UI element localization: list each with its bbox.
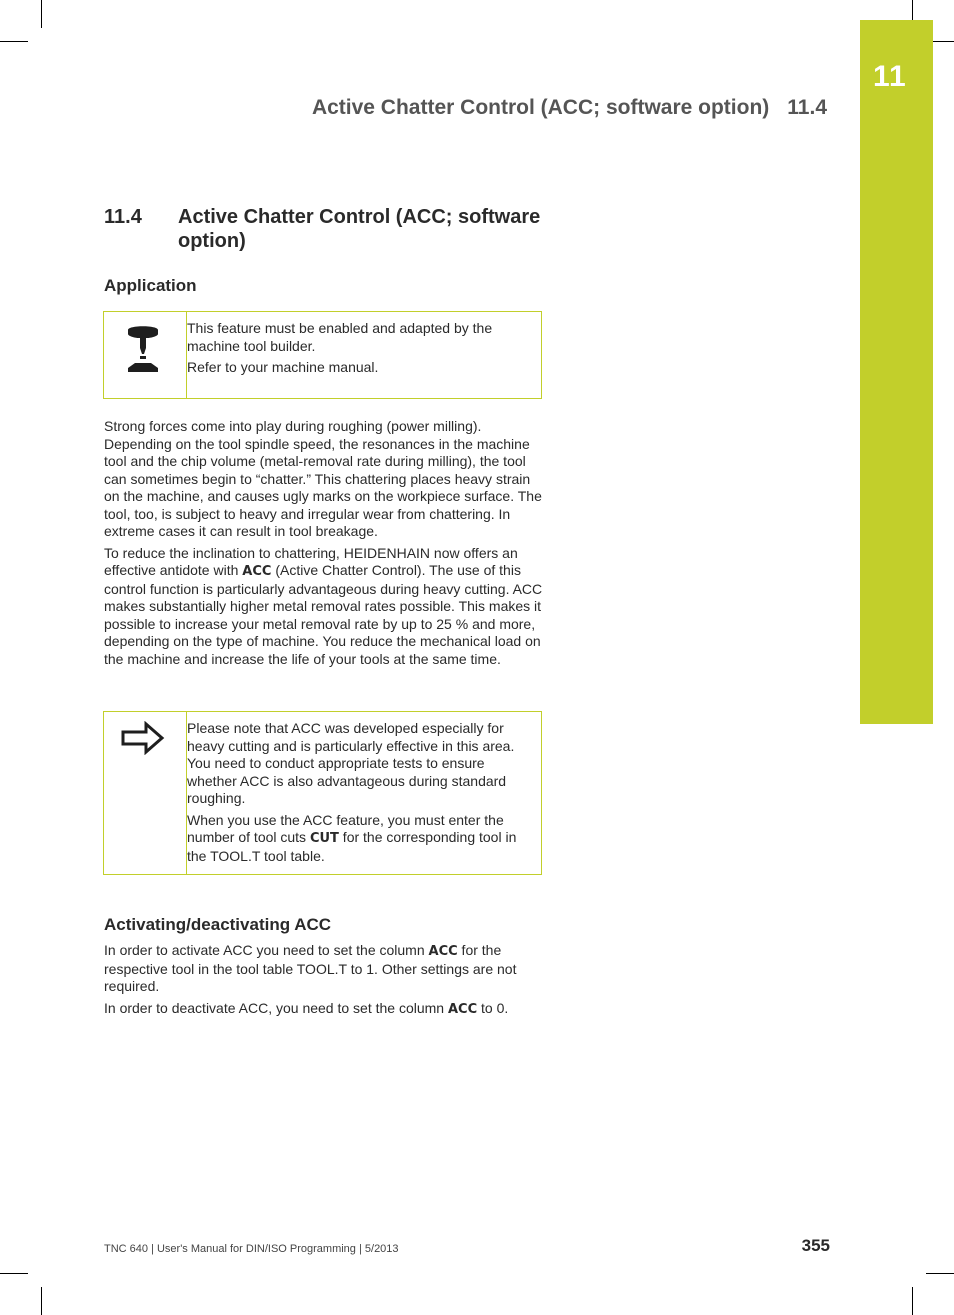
- activating-heading: Activating/deactivating ACC: [104, 915, 332, 934]
- crop-mark: [0, 1273, 28, 1274]
- text-run: When you use the ACC feature, you must enter the number of tool cuts: [187, 811, 504, 845]
- text-run: In order to activate ACC you need to set the column: [104, 942, 429, 958]
- crop-mark: [41, 0, 42, 28]
- tip-note-box: [103, 711, 542, 875]
- crop-mark: [912, 1287, 913, 1315]
- text-run: (Active Chatter Control). The use of this control function is particularly advantageous during heavy cutting. ACC makes substantially higher metal removal rates possible. This makes it possible to increase your metal removal rate by up to 25 % and more, depending on the type of machine. You reduce the mechanical load on the machine and increase the life of your tools at the same time.: [104, 562, 543, 667]
- section-number: 11.4: [104, 206, 142, 228]
- keyword: ACC: [447, 1001, 478, 1017]
- text-run: to 0.: [477, 999, 509, 1016]
- keyword: ACC: [242, 564, 272, 579]
- arrow-right-icon: [120, 721, 166, 760]
- tip-note-line: Please note that ACC was developed especially for heavy cutting and is particularly effective in this area. You need to conduct appropriate tests to ensure whether ACC is also advantageous during standard roughing.: [187, 720, 515, 806]
- chapter-number: 11: [873, 60, 907, 93]
- text-run: for the corresponding tool in the TOOL.T tool table.: [187, 829, 517, 864]
- running-head-section: 11.4: [787, 96, 827, 119]
- keyword: CUT: [309, 831, 339, 846]
- crop-mark: [926, 1273, 954, 1274]
- machine-note-line: Refer to your machine manual.: [187, 359, 379, 375]
- chapter-tab: [860, 20, 933, 724]
- keyword: ACC: [428, 944, 458, 959]
- body-paragraph: [104, 545, 544, 669]
- body-paragraph: Strong forces come into play during roughing (power milling). Depending on the tool spindle speed, the resonances in the machine tool and the chip volume (metal-removal rate during milling), the tool can sometimes begin to “chatter.” This chattering places heavy strain on the machine, and causes ugly marks on the workpiece surface. The tool, too, is subject to heavy and irregular wear from chattering. In extreme cases it can result in tool breakage.: [104, 418, 542, 539]
- tip-note-line: [187, 812, 537, 866]
- machine-note-text: [187, 320, 537, 381]
- activating-body: [104, 942, 544, 1022]
- text-run: In order to deactivate ACC, you need to set the column: [104, 999, 448, 1016]
- text-run: To reduce the inclination to chattering, HEIDENHAIN now offers an effective antidote with: [104, 544, 518, 578]
- text-run: for the respective tool in the tool table TOOL.T to 1. Other settings are not required.: [104, 942, 517, 994]
- running-head: [312, 96, 827, 120]
- body-paragraph: [104, 942, 544, 996]
- page-number: 355: [801, 1236, 830, 1255]
- machine-note-line: This feature must be enabled and adapted by the machine tool builder.: [187, 320, 493, 354]
- application-body: [104, 418, 544, 672]
- machine-tool-icon: [125, 322, 161, 379]
- machine-note-box: [103, 311, 542, 399]
- tip-note-text: [187, 720, 537, 869]
- footer-text: TNC 640 | User's Manual for DIN/ISO Programming | 5/2013: [104, 1243, 399, 1255]
- section-title-text: Active Chatter Control (ACC; software option): [178, 206, 541, 252]
- body-paragraph: [104, 1000, 544, 1019]
- crop-mark: [0, 41, 28, 42]
- application-heading: Application: [104, 276, 197, 295]
- crop-mark: [41, 1287, 42, 1315]
- running-head-title: Active Chatter Control (ACC; software option): [311, 96, 770, 119]
